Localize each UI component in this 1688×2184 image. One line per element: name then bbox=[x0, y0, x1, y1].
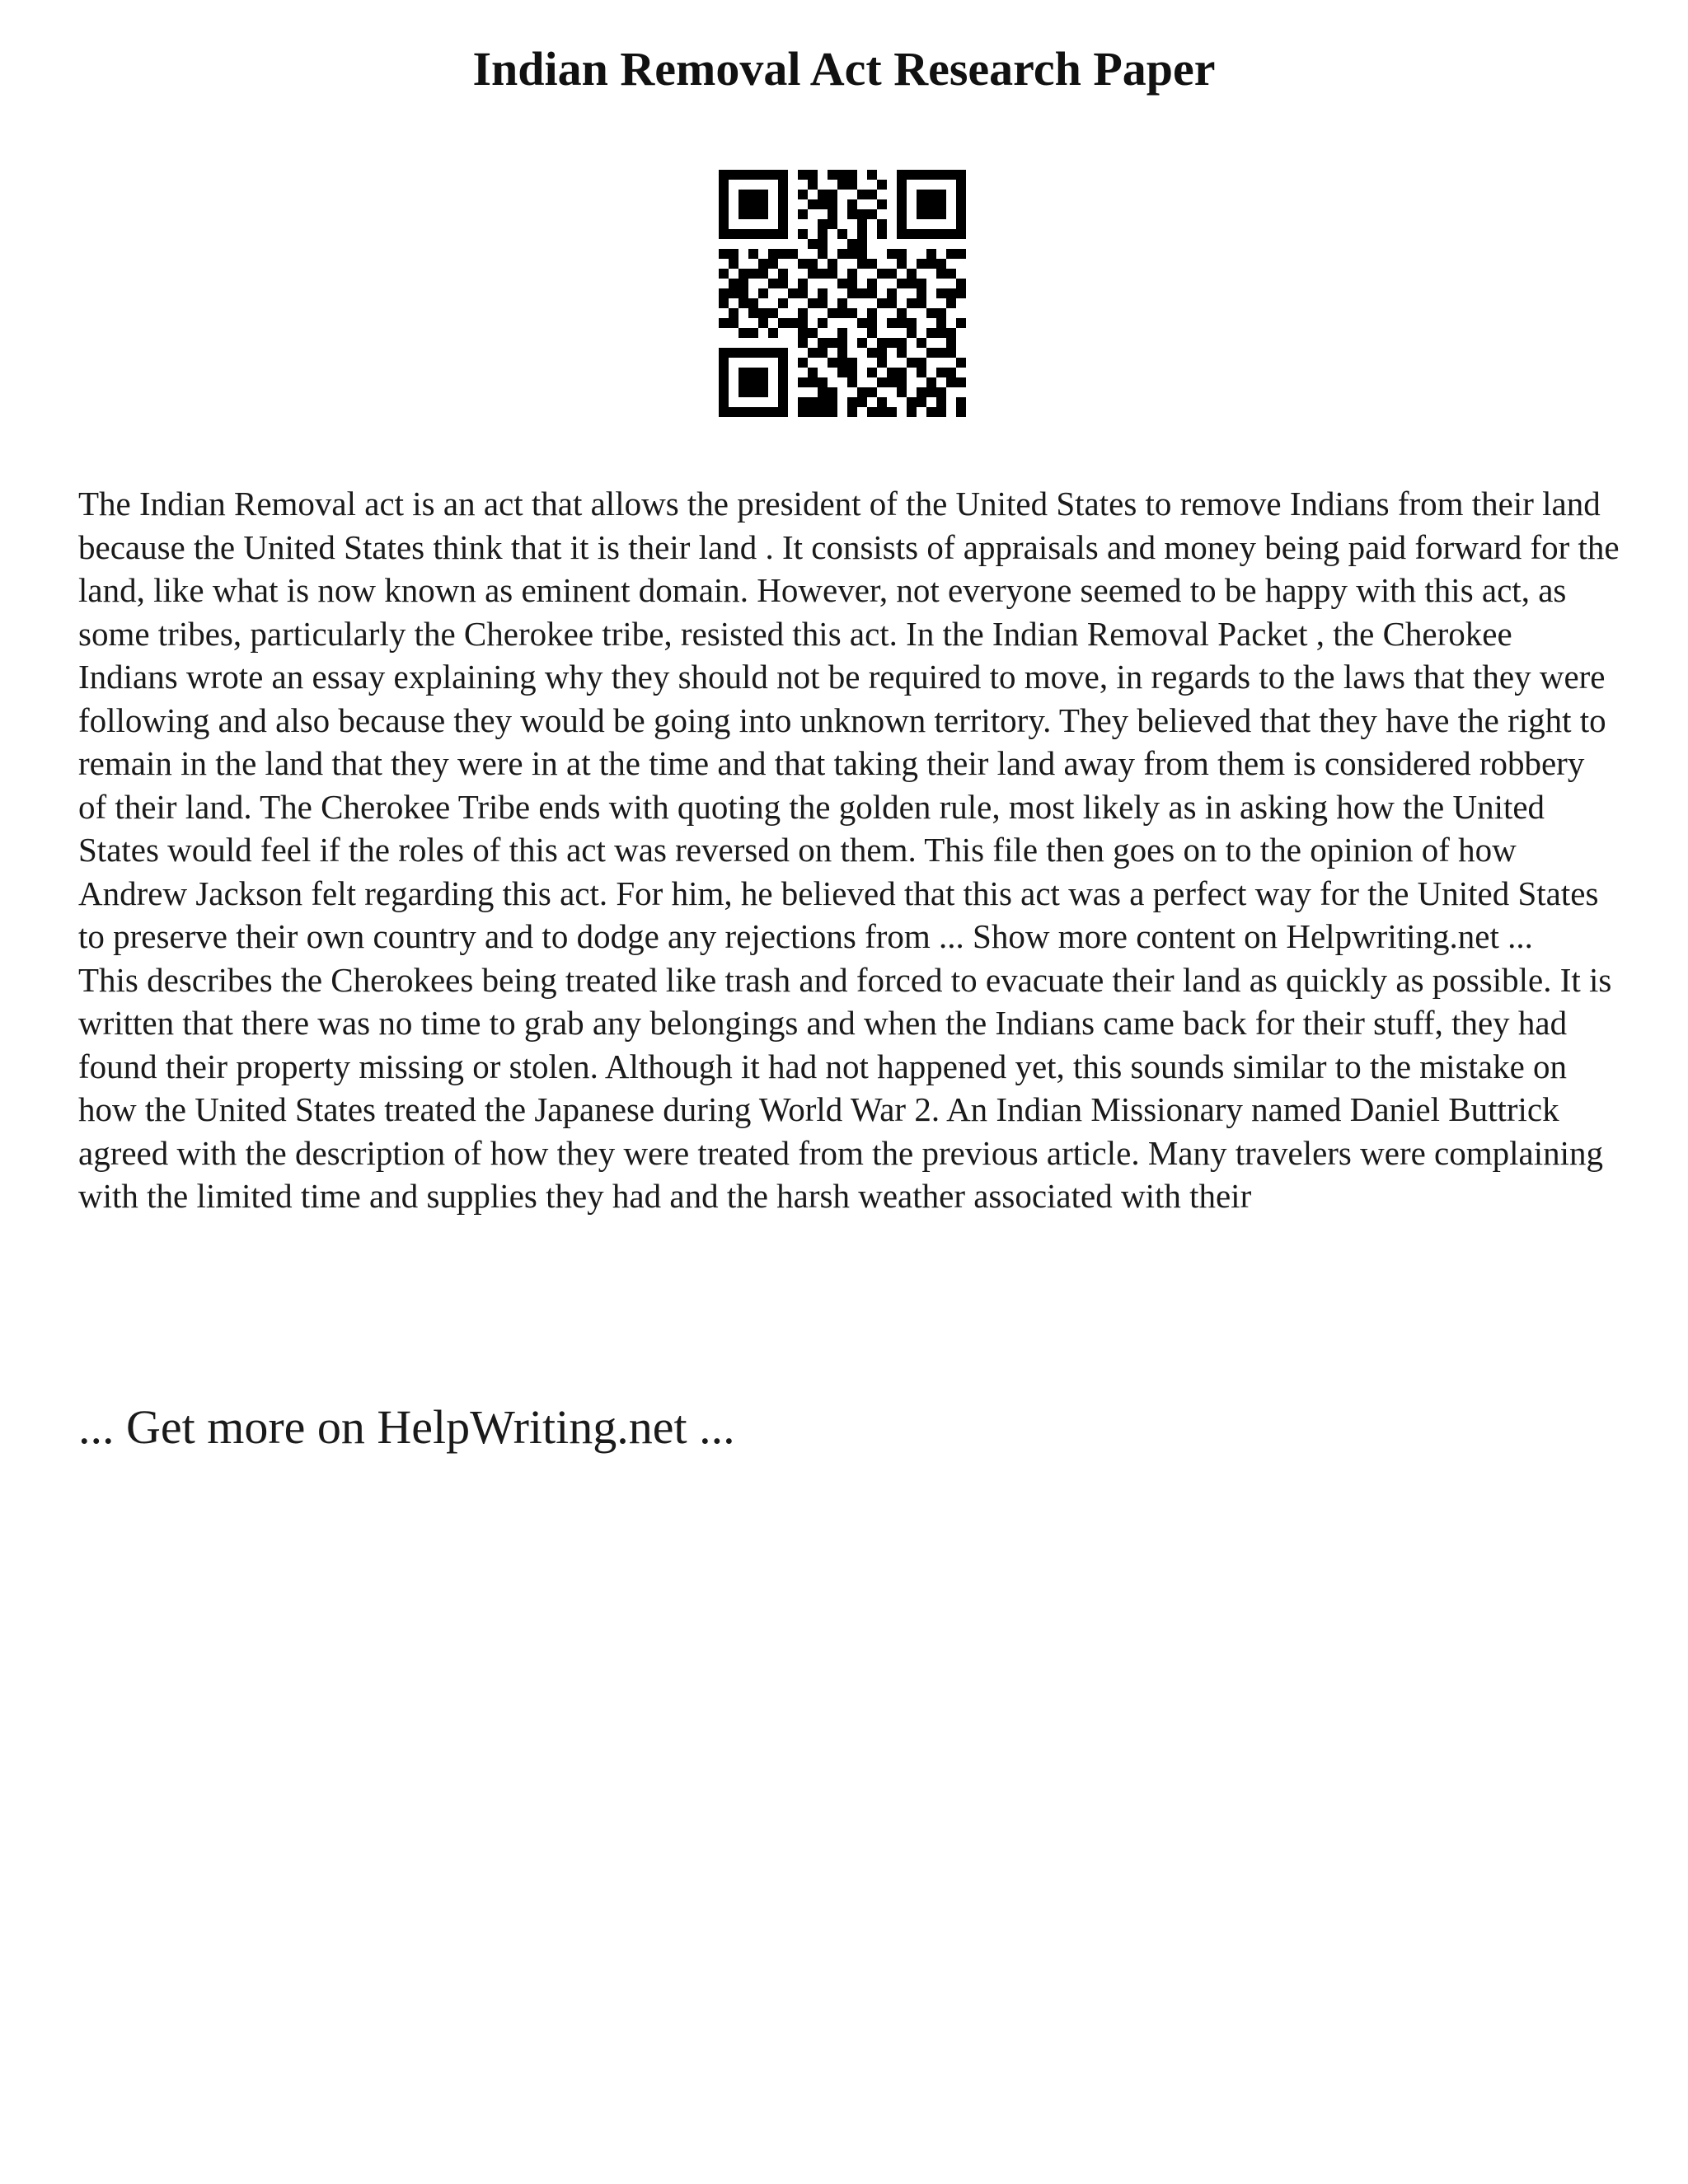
article-body bbox=[78, 482, 1620, 1218]
get-more-link[interactable]: ... Get more on HelpWriting.net ... bbox=[78, 1400, 735, 1454]
qr-code-icon bbox=[719, 170, 966, 417]
page-title: Indian Removal Act Research Paper bbox=[472, 42, 1216, 96]
body-paragraph: The Indian Removal act is an act that allows the president of the United States to remove Indians from their land because the United States think that it is their land . It consists of appraisals and money being paid forward for the land, like what is now known as eminent domain. However, not everyone seemed to be happy with this act, as some tribes, particularly the Cherokee tribe, resisted this act. In the Indian Removal Packet , the Cherokee Indians wrote an essay explaining why they should not be required to move, in regards to the laws that they were following and also because they would be going into unknown territory. They believed that they have the right to remain in the land that they were in at the time and that taking their land away from them is considered robbery of their land. The Cherokee Tribe ends with quoting the golden rule, most likely as in asking how the United States would feel if the roles of this act was reversed on them. This file then goes on to the opinion of how Andrew Jackson felt regarding this act. For him, he believed that this act was a perfect way for the United States to preserve their own country and to dodge any rejections from ... Show more content on Helpwriting.net ... bbox=[78, 485, 1620, 955]
body-paragraph: This describes the Cherokees being treated like trash and forced to evacuate their land as quickly as possible. It is written that there was no time to grab any belongings and when the Indians came back for their stuff, they had found their property missing or stolen. Although it had not happened yet, this sounds similar to the mistake on how the United States treated the Japanese during World War 2. An Indian Missionary named Daniel Buttrick agreed with the description of how they were treated from the previous article. Many travelers were complaining with the limited time and supplies they had and the harsh weather associated with their bbox=[78, 960, 1612, 1215]
